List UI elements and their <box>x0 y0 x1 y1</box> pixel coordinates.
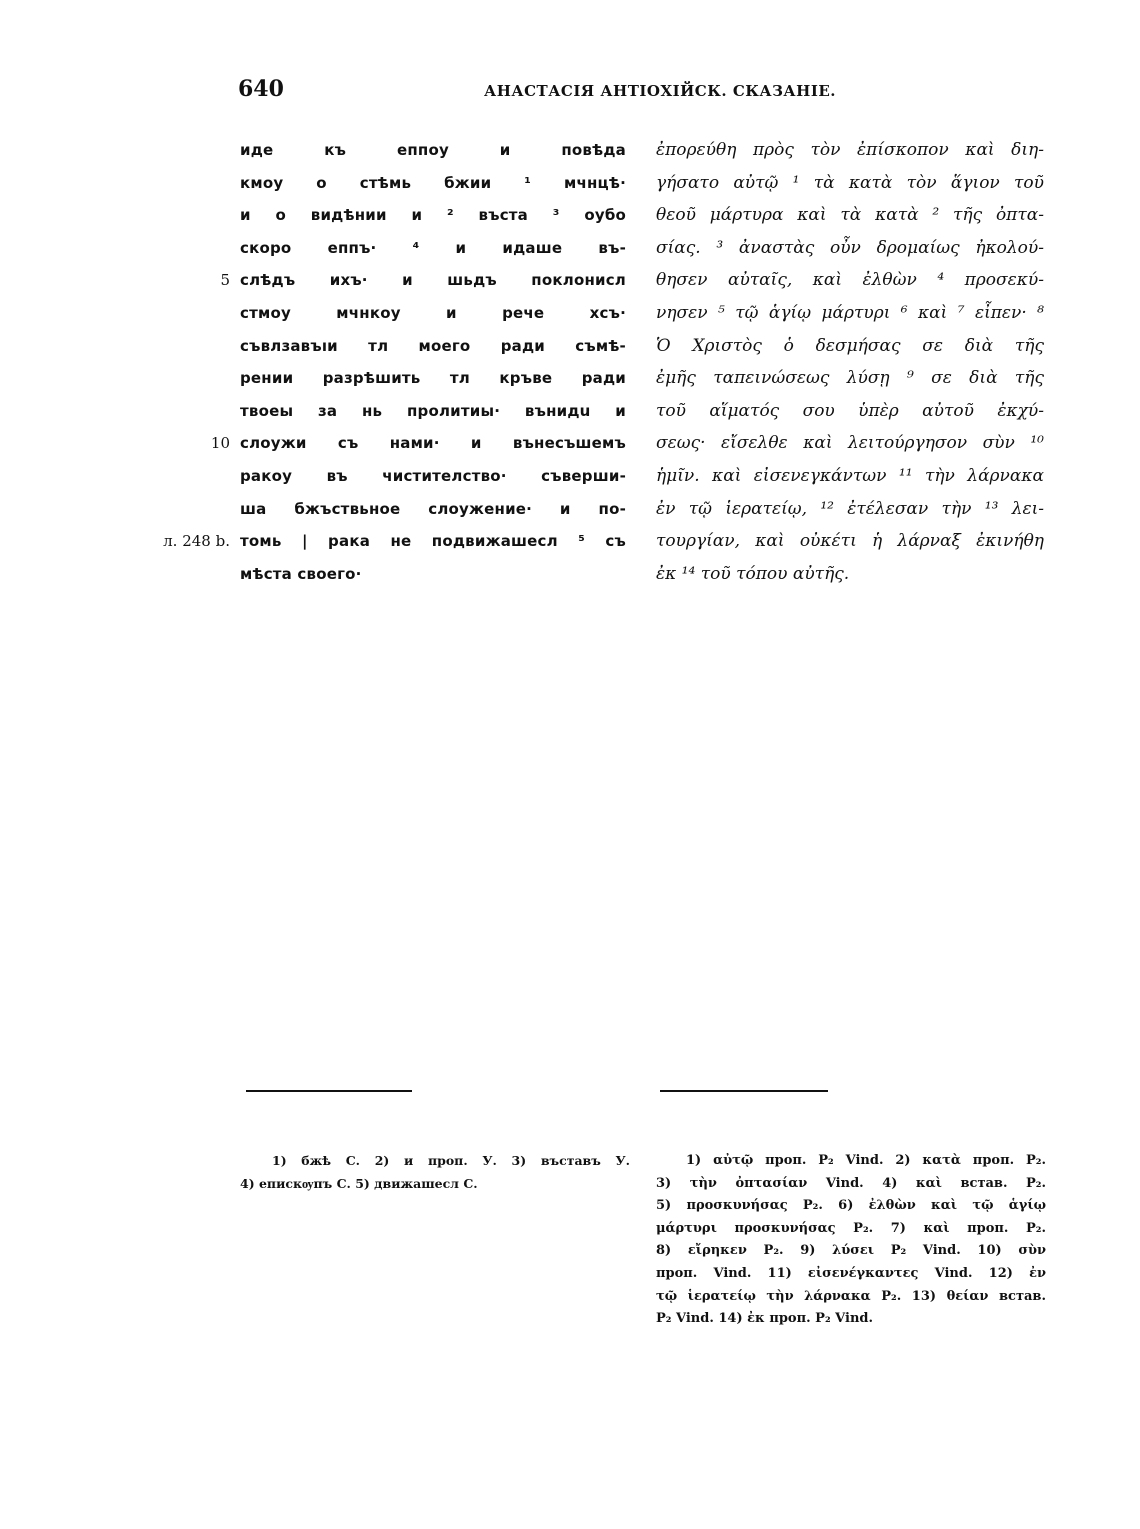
greek-line: ἡμῖν. καὶ εἰσενεγκάντων ¹¹ τὴν λάρνακα <box>656 465 1044 486</box>
slavonic-line: ша бжъствьное слоужение· и по- <box>240 499 626 518</box>
footnote-line: P₂ Vind. 14) ἐκ проп. P₂ Vind. <box>656 1311 874 1327</box>
greek-line: ἐν τῷ ἱερατείῳ, ¹² ἐτέλεσαν τὴν ¹³ λει- <box>656 498 1044 519</box>
greek-line: Ὁ Χριστὸς ὁ δεσμήσας σε διὰ τῆς <box>656 335 1044 356</box>
slavonic-line: томь | рака не подвижашесл ⁵ съ <box>240 532 626 551</box>
greek-text-column <box>656 134 1044 590</box>
footnote-line: 5) προσκυνήσας P₂. 6) ἐλθὼν καὶ τῷ ἁγίῳ <box>656 1198 1046 1214</box>
slavonic-line: слоужи съ нами· и вънесъшемъ <box>240 434 626 453</box>
slavonic-line: кмоу о стѣмь бжии ¹ мчнцѣ· <box>240 173 626 192</box>
footnote-rule-right <box>660 1090 828 1092</box>
footnote-line: 1) бжѣ С. 2) и проп. У. 3) въставъ У. <box>272 1153 630 1168</box>
slavonic-line: съвлзавъıи тл моего ради съмѣ- <box>240 336 626 355</box>
footnote-line: μάρτυρι προσκυνήσας P₂. 7) καὶ проп. P₂. <box>656 1220 1046 1236</box>
slavonic-line: ракоу въ чистителство· съверши- <box>240 466 626 485</box>
slavonic-line: рении разрѣшить тл кръве ради <box>240 369 626 388</box>
slavonic-line: твоеы за нь пролитиы· вънидu и <box>240 401 626 420</box>
footnote-rule-left <box>246 1090 412 1092</box>
greek-line: νησεν ⁵ τῷ ἁγίῳ μάρτυρι ⁶ καὶ ⁷ εἶπεν· ⁸ <box>656 302 1044 323</box>
greek-line: τουργίαν, καὶ οὐκέτι ἡ λάρναξ ἐκινήθη <box>656 531 1044 552</box>
slavonic-line: скоро еппъ· ⁴ и идаше въ- <box>240 238 626 257</box>
greek-line: ἐμῆς ταπεινώσεως λύσῃ ⁹ σε διὰ τῆς <box>656 368 1044 389</box>
line-number-5: 5 <box>220 271 230 289</box>
running-title: АНАСТАСІЯ АНТІОХІЙСК. СКАЗАНІЕ. <box>484 82 836 100</box>
greek-footnotes <box>656 1150 1046 1331</box>
slavonic-footnotes <box>240 1150 630 1195</box>
footnote-line: 3) τὴν ὀπτασίαν Vind. 4) καὶ встав. P₂. <box>656 1175 1046 1191</box>
greek-line: θεοῦ μάρτυρα καὶ τὰ κατὰ ² τῆς ὀπτα- <box>656 205 1044 226</box>
slavonic-line: иде къ еппоу и повѣда <box>240 141 626 159</box>
folio-marker: л. 248 b. <box>163 532 230 550</box>
greek-line: τοῦ αἵματός σου ὑπὲρ αὐτοῦ ἐκχύ- <box>656 400 1044 421</box>
slavonic-line: мѣста своего· <box>240 564 362 583</box>
greek-line: ἐκ ¹⁴ τοῦ τόπου αὐτῆς. <box>656 563 850 584</box>
greek-line: σεως· εἴσελθε καὶ λειτούργησον σὺν ¹⁰ <box>656 433 1044 454</box>
line-number-10: 10 <box>210 434 230 452</box>
greek-line: γήσατο αὐτῷ ¹ τὰ κατὰ τὸν ἅγιον τοῦ <box>656 172 1044 193</box>
slavonic-line: слѣдъ ихъ· и шьдъ поклонисл <box>240 271 626 290</box>
greek-line: ἐπορεύθη πρὸς τὸν ἐπίσκοπον καὶ διη- <box>656 140 1044 160</box>
slavonic-text-column <box>240 134 626 590</box>
footnote-line: 4) епискѹпъ С. 5) движашесл С. <box>240 1175 478 1191</box>
footnote-line: проп. Vind. 11) εἰσενέγκαντες Vind. 12) ἐν <box>656 1265 1046 1281</box>
footnote-line: 8) εἴρηκεν P₂. 9) λύσει P₂ Vind. 10) σὺν <box>656 1243 1046 1259</box>
slavonic-line: стмоу мчнкоу и рече хсъ· <box>240 303 626 322</box>
slavonic-line: и о видѣнии и ² въста ³ оубо <box>240 206 626 225</box>
greek-line: σίας. ³ ἀναστὰς οὖν δρομαίως ἠκολού- <box>656 237 1044 258</box>
page-number: 640 <box>238 76 284 102</box>
greek-line: θησεν αὐταῖς, καὶ ἐλθὼν ⁴ προσεκύ- <box>656 270 1044 291</box>
footnote-line: τῷ ἱερατείῳ τὴν λάρνακα P₂. 13) θείαν встав. <box>656 1288 1046 1304</box>
footnote-line: 1) αὐτῷ проп. P₂ Vind. 2) κατὰ проп. P₂. <box>686 1153 1046 1168</box>
